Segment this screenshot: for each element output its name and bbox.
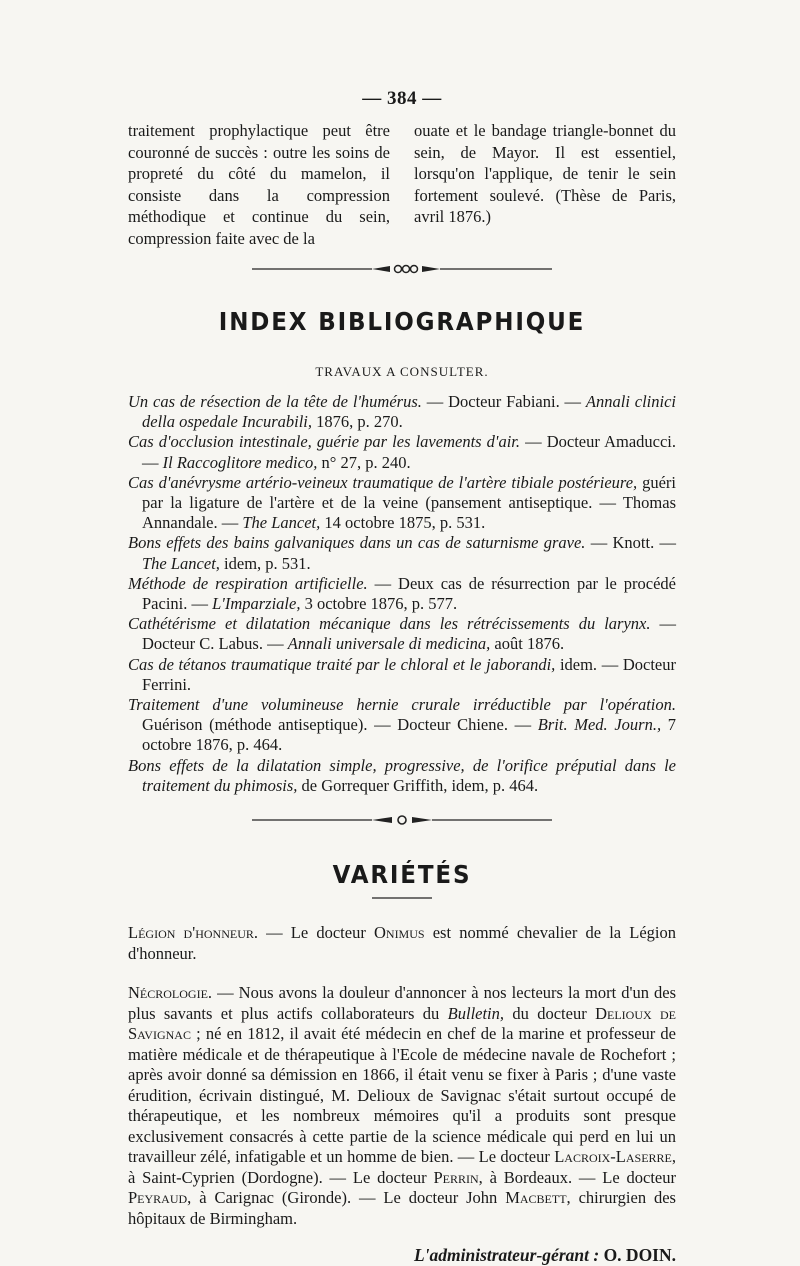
reference-list xyxy=(128,392,676,796)
ornament-divider-2 xyxy=(252,814,552,826)
reference-entry: Cas de tétanos traumatique traité par le chloral et le jaborandi, idem. — Docteur Ferrini. xyxy=(128,654,676,694)
intro-columns xyxy=(128,120,676,249)
intro-left-text: traitement prophylactique peut être couronné de succès : outre les soins de propreté du côté du mamelon, il consiste dans la compression méthodique et continue du sein, compression faite avec de la xyxy=(128,121,390,248)
reference-entry: Bons effets des bains galvaniques dans un cas de saturnisme grave. — Knott. — The Lancet, idem, p. 531. xyxy=(128,533,676,573)
reference-entry: Un cas de résection de la tête de l'humérus. — Docteur Fabiani. — Annali clinici della ospedale Incurabili, 1876, p. 270. xyxy=(128,392,676,432)
intro-right-column xyxy=(414,120,676,249)
index-title: INDEX BIBLIOGRAPHIQUE xyxy=(218,307,586,336)
title-underline xyxy=(372,895,432,901)
reference-entry: Cas d'anévrysme artério-veineux traumatique de l'artère tibiale postérieure, guéri par la ligature de l'artère et de la veine (pansement antiseptique. — Thomas Annandale. — The Lancet, 14 octobre 1875, p. 531. xyxy=(128,472,676,533)
varietes-title: VARIÉTÉS xyxy=(332,860,472,890)
page xyxy=(128,88,676,1266)
necrologie-note: Nécrologie. — Nous avons la douleur d'annoncer à nos lecteurs la mort d'un des plus savants et plus actifs collaborateurs du Bulletin, du docteur Delioux de Savignac ; né en 1812, il avait été médecin en chef de la marine et professeur de matière médicale et de thérapeutique à l'Ecole de médecine navale de Rochefort ; après avoir donné sa démission en 1866, il était venu se fixer à Paris ; d'une vaste érudition, écrivain distingué, M. Delioux de Savignac s'était surtout occupé de thérapeutique, et les nombreux mémoires qu'il a produits sont presque exclusivement consacrés à cette partie de la science médicale qui perd en lui un travailleur zélé, infatigable et un homme de bien. — Le docteur Lacroix-Laserre, à Saint-Cyprien (Dordogne). — Le docteur Perrin, à Bordeaux. — Le docteur Peyraud, à Carignac (Gironde). — Le docteur John Macbett, chirurgien des hôpitaux de Birmingham. xyxy=(128,983,676,1228)
reference-entry: Bons effets de la dilatation simple, progressive, de l'orifice préputial dans le traitement du phimosis, de Gorrequer Griffith, idem, p. 464. xyxy=(128,755,676,795)
reference-entry: Traitement d'une volumineuse hernie crurale irréductible par l'opération. Guérison (méthode antiseptique). — Docteur Chiene. — Brit. Med. Journ., 7 octobre 1876, p. 464. xyxy=(128,695,677,755)
reference-entry: Cathétérisme et dilatation mécanique dans les rétrécissements du larynx. — Docteur C. Labus. — Annali universale di medicina, août 1876. xyxy=(128,614,676,654)
reference-entry: Cas d'occlusion intestinale, guérie par les lavements d'air. — Docteur Amaducci. — Il Raccoglitore medico, n° 27, p. 240. xyxy=(128,432,676,472)
reference-entry: Méthode de respiration artificielle. — Deux cas de résurrection par le procédé Pacini. — L'Imparziale, 3 octobre 1876, p. 577. xyxy=(128,573,676,614)
index-subtitle: TRAVAUX A CONSULTER. xyxy=(315,364,489,379)
legion-honneur-note: Légion d'honneur. — Le docteur Onimus est nommé chevalier de la Légion d'honneur. xyxy=(128,923,676,963)
intro-left-column xyxy=(128,120,390,249)
page-number: — 384 — xyxy=(362,88,442,109)
signature: L'administrateur-gérant : O. DOIN. xyxy=(413,1245,676,1266)
ornament-divider-1 xyxy=(252,263,552,275)
intro-right-text: ouate et le bandage triangle-bonnet du sein, de Mayor. Il est essentiel, lorsqu'on l'applique, de tenir le sein fortement soulevé. (Thèse de Paris, avril 1876.) xyxy=(414,121,676,226)
